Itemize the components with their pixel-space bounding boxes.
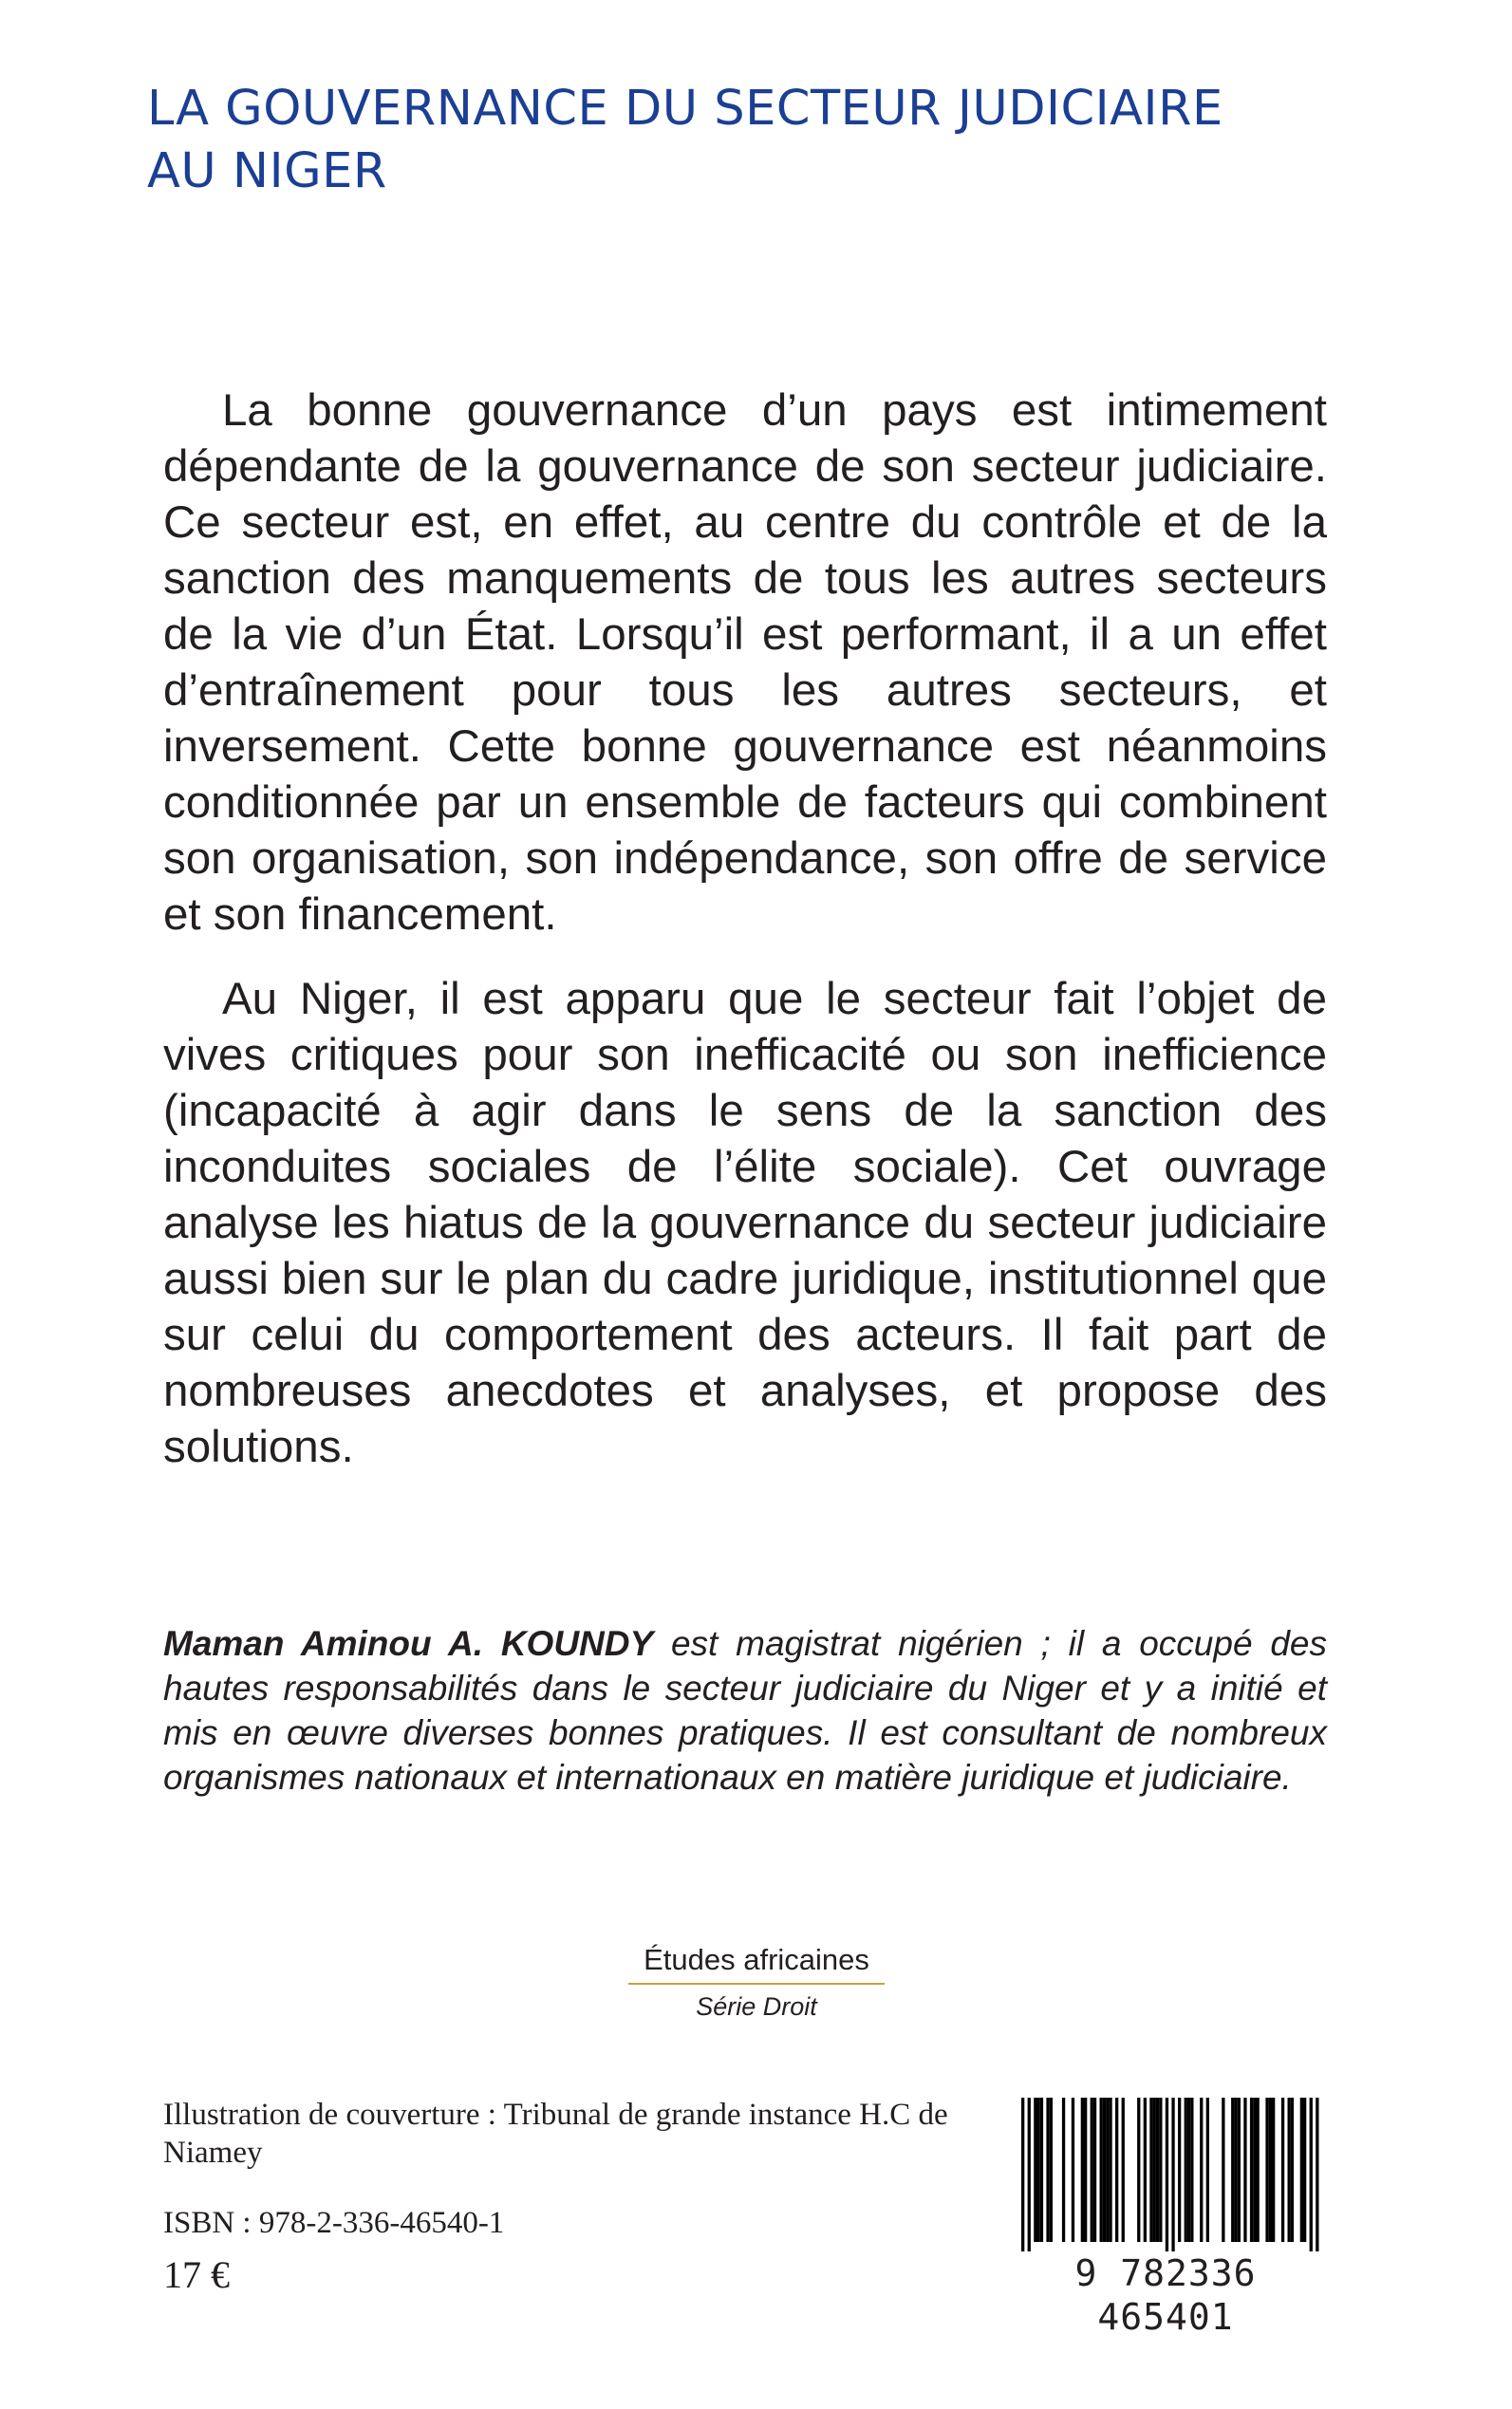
barcode-bar xyxy=(1100,2098,1103,2242)
barcode-bar xyxy=(1072,2098,1074,2242)
barcode-bar xyxy=(1028,2098,1031,2254)
barcode-bar xyxy=(1109,2098,1111,2242)
barcode-bar xyxy=(1046,2098,1049,2242)
series-subtitle: Série Droit xyxy=(696,1992,817,2021)
barcode-bar xyxy=(1050,2098,1053,2242)
series-divider xyxy=(628,1983,885,1985)
barcode-bar xyxy=(1034,2098,1036,2242)
barcode-bar xyxy=(1281,2098,1284,2242)
barcode-bar xyxy=(1144,2098,1147,2242)
barcode-bar xyxy=(1166,2098,1168,2254)
barcode-bar xyxy=(1091,2098,1093,2242)
price: 17 € xyxy=(163,2253,230,2296)
barcode-bar xyxy=(1250,2098,1253,2242)
barcode-bar xyxy=(1149,2098,1152,2242)
barcode-digits: 9 782336 465401 xyxy=(1004,2251,1327,2339)
barcode-bar xyxy=(1093,2098,1096,2242)
barcode xyxy=(1004,2098,1327,2338)
barcode-bar xyxy=(1084,2098,1087,2242)
barcode-bar xyxy=(1300,2098,1303,2242)
author-name: Maman Aminou A. KOUNDY xyxy=(163,1624,654,1663)
barcode-bar xyxy=(1291,2098,1294,2242)
barcode-bar xyxy=(1062,2098,1065,2242)
barcode-bar xyxy=(1137,2098,1140,2242)
barcode-bar xyxy=(1037,2098,1040,2242)
barcode-bars xyxy=(1004,2098,1327,2254)
author-bio-text: est magistrat nigérien ; il a occupé des hautes responsabilités dans le secteur judiciaire du Niger et y a initié et mis en œuvre diverses bonnes pratiques. Il est consultant de nombreux organismes nationaux et internationaux en matière juridique et judiciaire. xyxy=(163,1624,1327,1797)
illustration-credit: Illustration de couverture : Tribunal de grande instance H.C de Niamey xyxy=(163,2098,948,2170)
blurb-paragraph-2: Au Niger, il est apparu que le secteur fait l’objet de vives critiques pour son inefficacité ou son inefficience (incapacité à agir dans le sens de la sanction des inconduites sociales de l’élite sociale). Cet ouvrage analyse les hiatus de la gouvernance du secteur judiciaire aussi bien sur le plan du cadre juridique, institutionnel que sur celui du comportement des acteurs. Il fait part de nombreuses anecdotes et analyses, et propose des solutions. xyxy=(163,974,1327,1472)
author-bio xyxy=(163,1621,1327,1800)
series-name: Études africaines xyxy=(644,1943,869,1976)
barcode-bar xyxy=(1303,2098,1306,2242)
barcode-bar xyxy=(1021,2098,1024,2254)
book-title-line-1: LA GOUVERNANCE DU SECTEUR JUDICIAIRE xyxy=(147,81,1223,137)
barcode-bar xyxy=(1316,2098,1318,2254)
barcode-bar xyxy=(1115,2098,1118,2242)
book-title xyxy=(147,78,1223,203)
barcode-bar xyxy=(1040,2098,1043,2242)
barcode-bar xyxy=(1265,2098,1268,2242)
barcode-bar xyxy=(1122,2098,1125,2242)
barcode-bar xyxy=(1234,2098,1237,2242)
barcode-bar xyxy=(1106,2098,1109,2242)
barcode-bar xyxy=(1171,2098,1174,2254)
barcode-bar xyxy=(1222,2098,1224,2242)
barcode-bar xyxy=(1187,2098,1190,2242)
barcode-bar xyxy=(1156,2098,1159,2242)
barcode-bar xyxy=(1081,2098,1084,2242)
series-logo xyxy=(628,1941,885,2023)
barcode-bar xyxy=(1153,2098,1156,2242)
barcode-bar xyxy=(1103,2098,1106,2242)
barcode-bar xyxy=(1310,2098,1313,2254)
barcode-bar xyxy=(1243,2098,1246,2242)
blurb-paragraph-1: La bonne gouvernance d’un pays est intimement dépendante de la gouvernance de son secteur judiciaire. Ce secteur est, en effet, au centre du contrôle et de la sanction des manquements de tous les autres secteurs de la vie d’un État. Lorsqu’il est performant, il a un effet d’entraînement pour tous les autres secteurs, et inversement. Cette bonne gouvernance est néanmoins conditionnée par un ensemble de facteurs qui combinent son organisation, son indépendance, son offre de service et son financement. xyxy=(163,385,1327,940)
barcode-bar xyxy=(1178,2098,1181,2242)
isbn: ISBN : 978-2-336-46540-1 xyxy=(163,2206,505,2240)
book-title-line-2: AU NIGER xyxy=(147,143,387,199)
barcode-bar xyxy=(1257,2098,1260,2242)
barcode-bar xyxy=(1272,2098,1275,2242)
barcode-bar xyxy=(1190,2098,1193,2242)
barcode-bar xyxy=(1200,2098,1203,2242)
barcode-bar xyxy=(1231,2098,1234,2242)
barcode-bar xyxy=(1185,2098,1187,2242)
barcode-bar xyxy=(1206,2098,1209,2242)
barcode-bar xyxy=(1159,2098,1162,2242)
barcode-bar xyxy=(1269,2098,1272,2242)
barcode-bar xyxy=(1253,2098,1256,2242)
barcode-bar xyxy=(1288,2098,1291,2242)
barcode-bar xyxy=(1238,2098,1241,2242)
